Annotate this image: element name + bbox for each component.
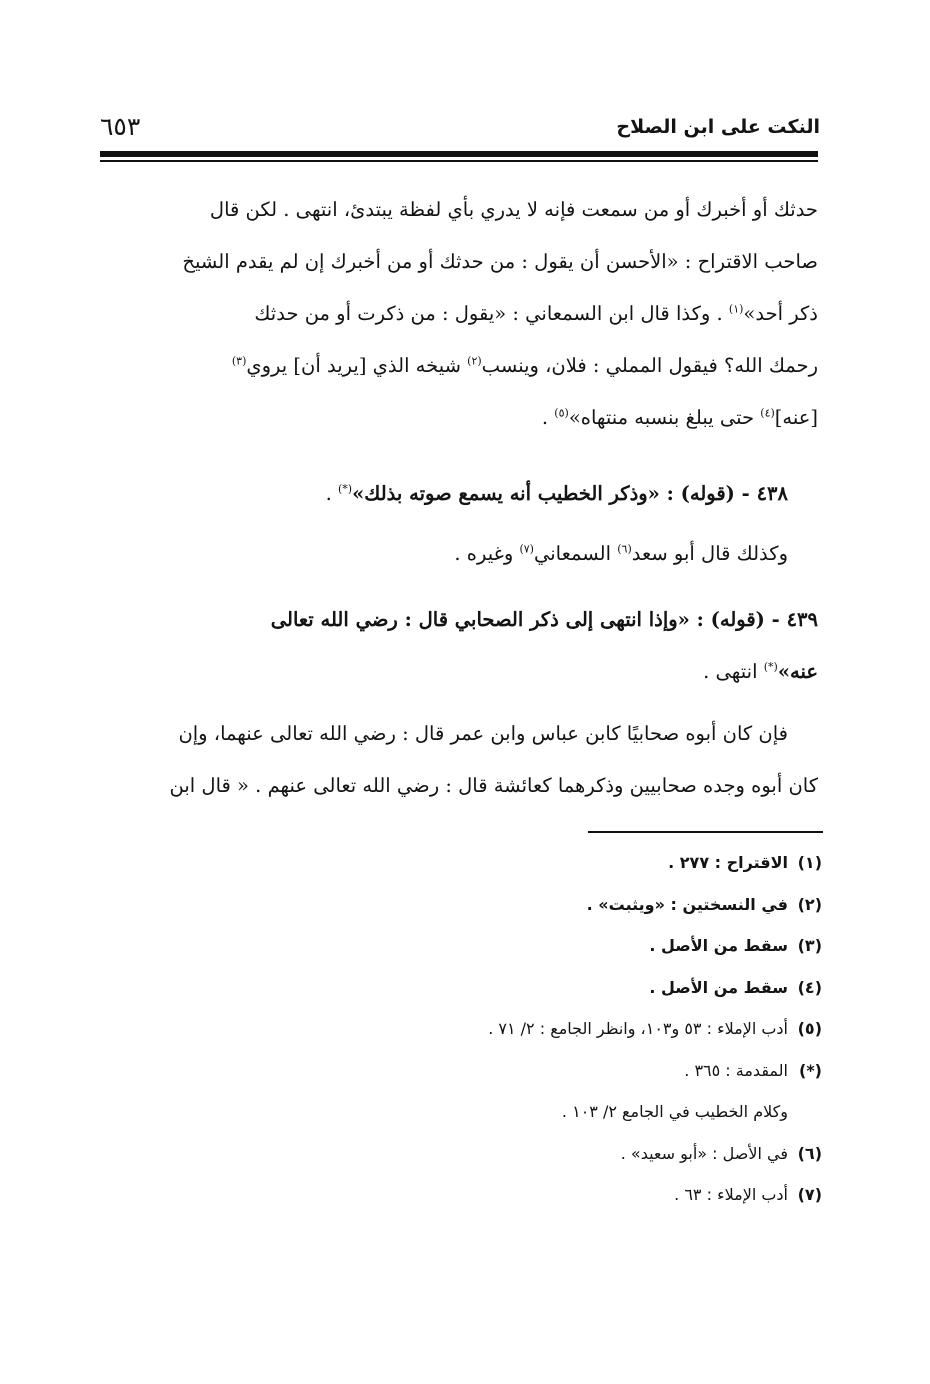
footnote: (٦)في الأصل : «أبو سعيد» . xyxy=(620,1143,822,1163)
text-line: كان أبوه وجده صحابيين وذكرهما كعائشة قال : رضي الله تعالى عنهم . « قال ابن xyxy=(169,774,818,797)
text-line: ذكر أحد»$^{(١)}$ . وكذا قال ابن السمعاني : «يقول : من ذكرت أو من حدثك xyxy=(254,302,818,325)
section-438-text xyxy=(112,528,818,580)
footnote: (٤)سقط من الأصل . xyxy=(649,977,822,997)
text-line: وكذلك قال أبو سعد$^{(٦)}$ السمعاني$^{(٧)}$ وغيره . xyxy=(454,542,788,565)
footnote: (٢)في النسختين : «ويثبت» . xyxy=(586,894,822,914)
paragraph-1 xyxy=(112,184,818,444)
footnote-ref: (*) xyxy=(763,660,778,674)
footnote-ref: (٢) xyxy=(467,354,482,368)
text-line: رحمك الله؟ فيقول المملي : فلان، وينسب$^{(٢)}$ شيخه الذي [يريد أن] يروي$^{(٣)}$ xyxy=(231,354,818,377)
footnote: (٥)أدب الإملاء : ٥٣ و١٠٣، وانظر الجامع : ٢/ ٧١ . xyxy=(488,1019,822,1038)
page-number: ٦٥٣ xyxy=(100,112,141,141)
footnote-ref: (١) xyxy=(728,302,744,316)
footnote: (١)الاقتراح : ٢٧٧ . xyxy=(668,853,822,872)
footnote-separator xyxy=(588,831,823,833)
footnote-ref: (٣) xyxy=(231,354,247,368)
section-heading: ٤٣٨ - (قوله) : «وذكر الخطيب أنه يسمع صوته بذلك»(*) . xyxy=(325,482,788,505)
text-line: صاحب الاقتراح : «الأحسن أن يقول : من حدثك أو من أخبرك إن لم يقدم الشيخ xyxy=(182,250,818,273)
footnote-ref: (٥) xyxy=(554,406,569,420)
header-rule-thin xyxy=(100,160,818,162)
text-line: فإن كان أبوه صحابيًا كابن عباس وابن عمر قال : رضي الله تعالى عنهما، وإن xyxy=(178,722,788,745)
paragraph-2 xyxy=(112,708,818,812)
footnote-ref: (٤) xyxy=(760,406,775,420)
footnote-ref: (*) xyxy=(338,482,353,496)
footnote: (٧)أدب الإملاء : ٦٣ . xyxy=(674,1185,822,1204)
section-439 xyxy=(112,594,818,698)
footnote: (*)المقدمة : ٣٦٥ . xyxy=(684,1060,822,1080)
footnotes xyxy=(102,848,822,1222)
footnote: (٣)سقط من الأصل . xyxy=(649,936,822,955)
footnote-ref: (٦) xyxy=(617,542,632,556)
section-heading: ٤٣٩ - (قوله) : «وإذا انتهى إلى ذكر الصحابي قال : رضي الله تعالى xyxy=(270,608,818,631)
footnote-continuation: وكلام الخطيب في الجامع ٢/ ١٠٣ . xyxy=(561,1102,788,1121)
section-438 xyxy=(112,468,818,520)
section-heading-cont: عنه»(*) انتهى . xyxy=(703,660,818,683)
running-title: النكت على ابن الصلاح xyxy=(616,116,820,138)
text-line: حدثك أو أخبرك أو من سمعت فإنه لا يدري بأي لفظة يبتدئ، انتهى . لكن قال xyxy=(209,198,818,221)
text-line: [عنه]$^{(٤)}$ حتى يبلغ بنسبه منتهاه»$^{(٥)}$ . xyxy=(541,406,818,429)
footnote-ref: (٧) xyxy=(519,542,534,556)
header-rule-thick xyxy=(100,151,818,157)
